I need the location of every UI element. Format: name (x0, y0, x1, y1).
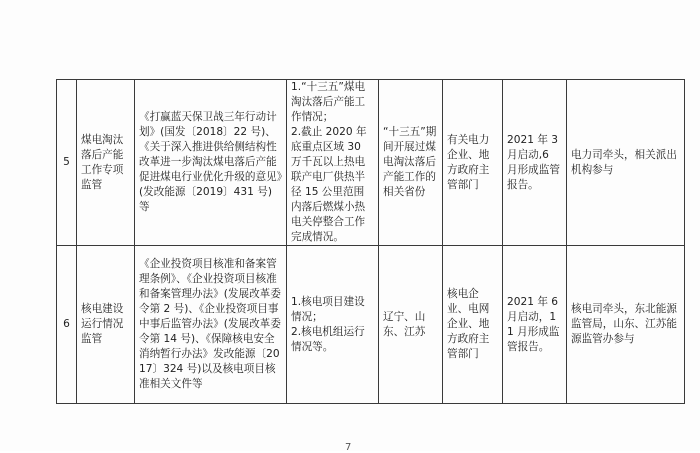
task-timing: 2021 年 6 月启动，11 月形成监管报告。 (503, 246, 567, 404)
row-number: 6 (57, 246, 77, 404)
task-timing: 2021 年 3 月启动,6 月形成监管报告。 (503, 80, 567, 246)
task-target: 核电企业、电网企业、地方政府主管部门 (443, 246, 503, 404)
task-org: 电力司牵头，相关派出机构参与 (567, 80, 685, 246)
supervision-table (56, 79, 685, 404)
task-target: 有关电力企业、地方政府主管部门 (443, 80, 503, 246)
page-number: 7 (345, 442, 352, 453)
task-basis: 《企业投资项目核准和备案管理条例》、《企业投资项目核准和备案管理办法》(发展改革委令第 2 号)、《企业投资项目事中事后监管办法》(发展改革委令第 14 号)、《保障核电安全消纳暂行办法》发改能源〔2017〕324 号)以及核电项目核准相关文件等 (135, 246, 287, 404)
task-name: 核电建设运行情况监管 (77, 246, 135, 404)
task-name: 煤电淘汰落后产能工作专项监管 (77, 80, 135, 246)
table-row (57, 80, 685, 246)
task-basis: 《打赢蓝天保卫战三年行动计划》(国发〔2018〕22 号)、《关于深入推进供给侧结构性改革进一步淘汰煤电落后产能促进煤电行业优化升级的意见》(发改能源〔2019〕431 号)等 (135, 80, 287, 246)
task-scope: “十三五”期间开展过煤电淘汰落后产能工作的相关省份 (379, 80, 443, 246)
task-content: 1.“十三五”煤电淘汰落后产能工作情况； 2.截止 2020 年底重点区域 30 万千瓦以上热电联产电厂供热半径 15 公里范围内落后燃煤小热电关停整合工作完成情况。 (287, 80, 379, 246)
task-scope: 辽宁、山东、江苏 (379, 246, 443, 404)
task-org: 核电司牵头，东北能源监管局，山东、江苏能源监管办参与 (567, 246, 685, 404)
table-row (57, 246, 685, 404)
row-number: 5 (57, 80, 77, 246)
task-content: 1.核电项目建设情况； 2.核电机组运行情况等。 (287, 246, 379, 404)
